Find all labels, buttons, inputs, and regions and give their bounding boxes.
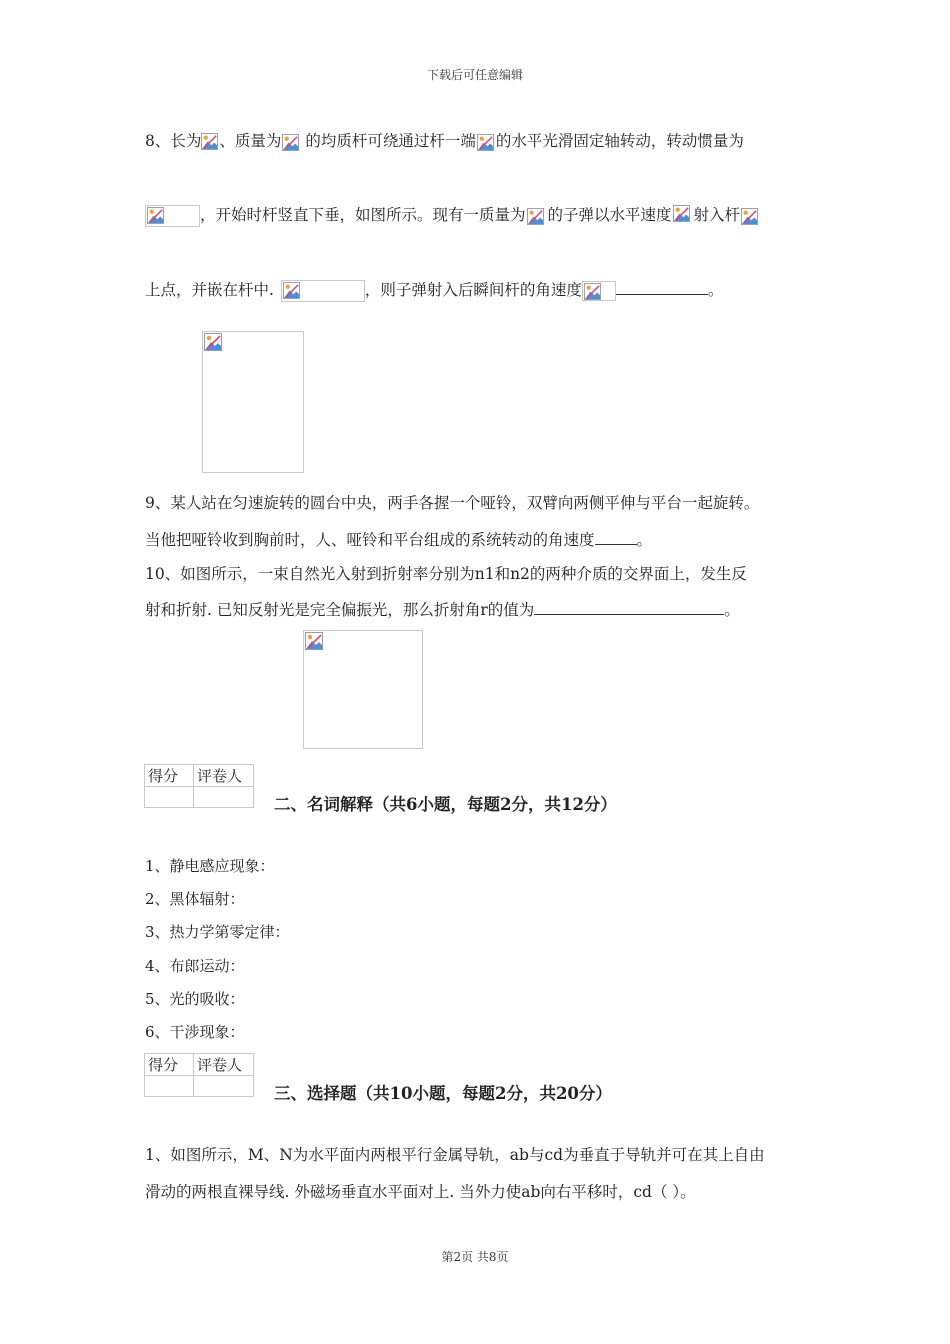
list-item: 4、布郎运动：: [145, 957, 245, 975]
list-item: 5、光的吸收：: [145, 990, 245, 1008]
q9-line-1: 9、某人站在匀速旋转的圆台中央，两手各握一个哑铃，双臂向两侧平伸与平台一起旋转。: [145, 494, 760, 512]
q9-text: 。: [636, 531, 653, 549]
q8-text: 上点，并嵌在杆中.: [145, 281, 274, 299]
broken-image-icon: [305, 632, 323, 650]
section-3-title: 三、选择题（共10小题，每题2分，共20分）: [274, 1084, 612, 1103]
q10-text: 。: [724, 601, 740, 619]
s3-q1-line-1: 1、如图所示，M、N为水平面内两根平行金属导轨，ab与cd为垂直于导轨并可在其上自由: [145, 1146, 765, 1164]
broken-image-icon: [476, 133, 496, 151]
list-item: 2、黑体辐射：: [145, 890, 245, 908]
score-label: 得分: [145, 1054, 194, 1076]
score-table: [144, 764, 254, 808]
score-cell: [145, 787, 194, 808]
list-item: 6、干涉现象：: [145, 1023, 245, 1041]
answer-blank: [534, 598, 724, 615]
q9-line-2: [145, 528, 652, 551]
q8-line-3: [145, 278, 723, 302]
answer-blank: [616, 278, 708, 295]
broken-image-icon: [281, 133, 305, 151]
q10-line-2: [145, 598, 740, 621]
broken-image-icon: [201, 133, 219, 151]
q8-text: 。: [707, 281, 724, 299]
score-cell: [145, 1076, 194, 1097]
list-item: 1、静电感应现象：: [145, 857, 275, 875]
broken-image-icon: [582, 281, 616, 301]
broken-image-icon: [281, 280, 365, 302]
q10-text: 射和折射. 已知反射光是完全偏振光，那么折射角r的值为: [145, 601, 535, 619]
broken-image-icon: [526, 207, 548, 225]
q8-text: ，开始时杆竖直下垂，如图所示。现有一质量为: [200, 206, 526, 224]
broken-image-icon: [204, 333, 222, 351]
q9-text: 当他把哑铃收到胸前时，人、哑铃和平台组成的系统转动的角速度: [145, 531, 595, 549]
grader-label: 评卷人: [194, 1054, 254, 1076]
broken-image-icon: [740, 207, 762, 225]
broken-image-icon: [145, 205, 200, 227]
q8-figure-placeholder: [202, 331, 304, 473]
q8-text: 的子弹以水平速度: [547, 206, 672, 224]
grader-cell: [194, 787, 254, 808]
page-header: 下载后可任意编辑: [426, 68, 523, 82]
answer-blank: [595, 528, 637, 545]
score-label: 得分: [145, 765, 194, 787]
q8-text: 8、长为: [145, 132, 202, 150]
q8-text: 射入杆: [693, 206, 741, 224]
list-item: 3、热力学第零定律：: [145, 923, 290, 941]
q10-line-1: 10、如图所示，一束自然光入射到折射率分别为n1和n2的两种介质的交界面上，发生反: [145, 565, 747, 583]
q8-line-2: [145, 204, 762, 227]
score-table: [144, 1053, 254, 1097]
grader-label: 评卷人: [194, 765, 254, 787]
q8-text: 的水平光滑固定轴转动，转动惯量为: [495, 132, 744, 150]
q8-text: 的均质杆可绕通过杆一端: [305, 132, 476, 150]
q8-text: ，则子弹射入后瞬间杆的角速度: [364, 281, 582, 299]
q10-figure-placeholder: [303, 630, 423, 749]
page-footer: 第2页 共8页: [441, 1250, 509, 1264]
broken-image-icon: [672, 204, 694, 226]
q8-text: 、质量为: [219, 132, 282, 150]
section-2-title: 二、名词解释（共6小题，每题2分，共12分）: [274, 795, 617, 814]
grader-cell: [194, 1076, 254, 1097]
q8-line-1: [145, 130, 744, 152]
s3-q1-line-2: 滑动的两根直裸导线. 外磁场垂直水平面对上. 当外力使ab向右平移时，cd（ ）。: [145, 1183, 696, 1201]
